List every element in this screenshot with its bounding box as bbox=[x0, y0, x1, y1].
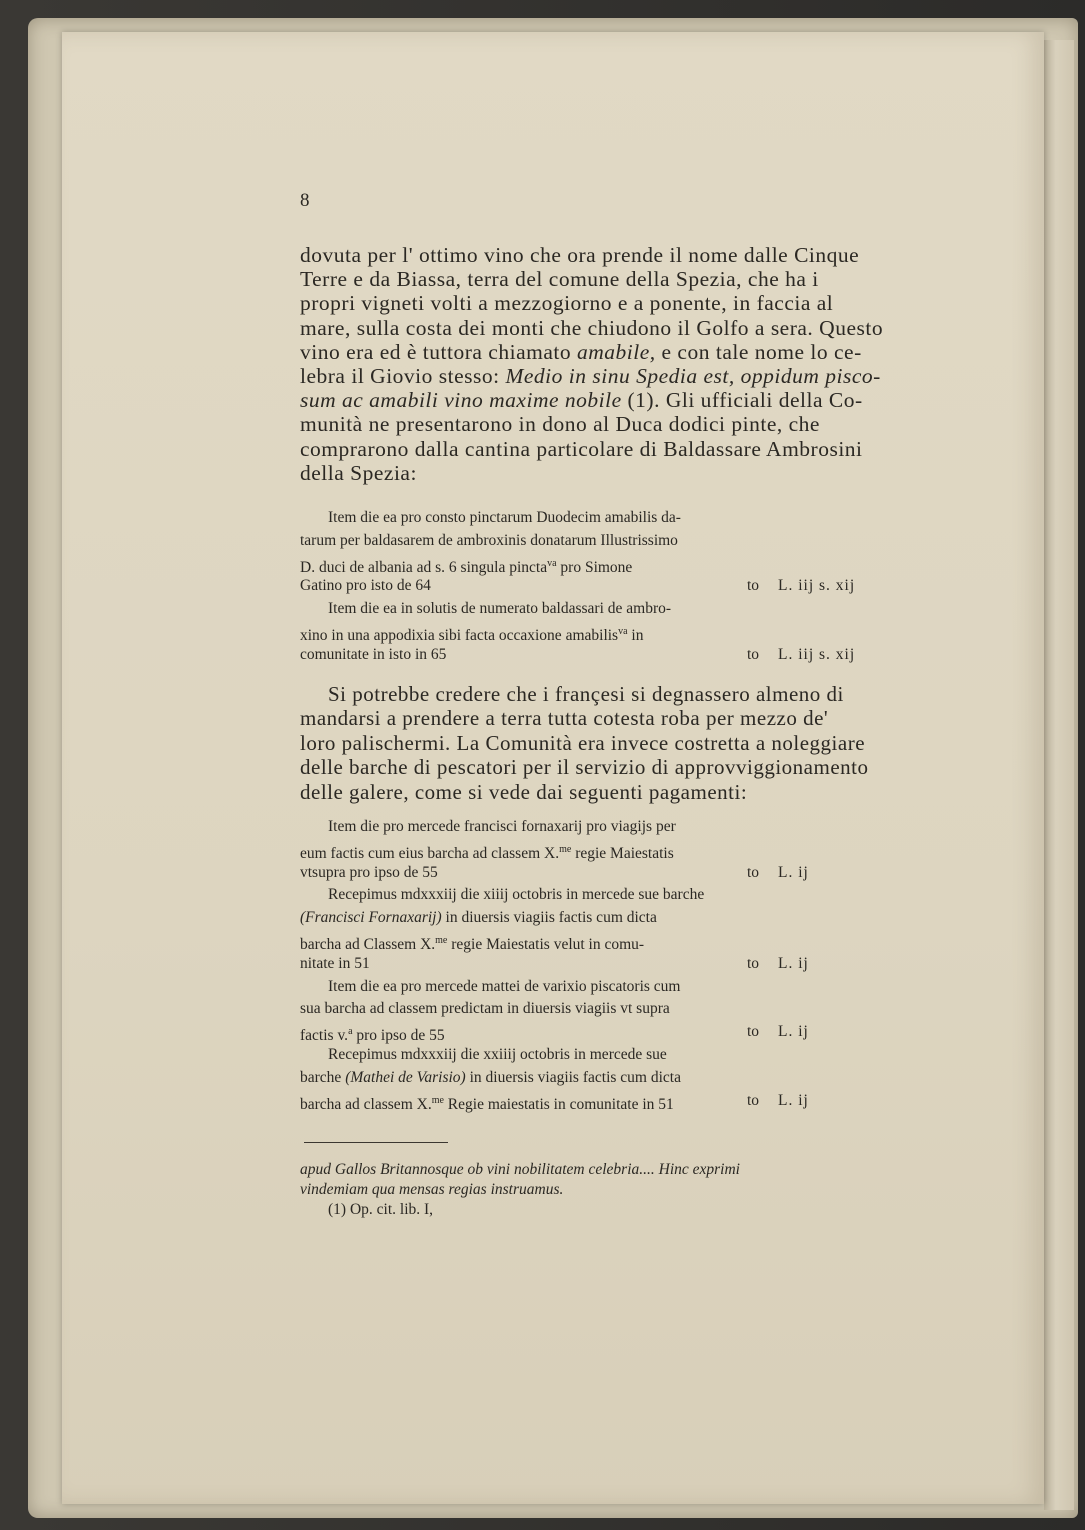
text-line: munità ne presentarono in dono al Duca dodici pinte, che bbox=[300, 412, 820, 437]
record-text-after: pro Simone bbox=[560, 558, 633, 576]
record-text bbox=[300, 598, 671, 621]
paragraph-1 bbox=[300, 243, 884, 485]
record-text-after: in diuersis viagiis factis cum dicta bbox=[469, 1068, 681, 1086]
record-superscript: va bbox=[547, 557, 557, 569]
text-line: mandarsi a prendere a terra tutta cotesta roba per mezzo de' bbox=[300, 706, 829, 731]
record-to: to bbox=[747, 1023, 760, 1041]
record-line bbox=[300, 507, 762, 530]
record-text bbox=[300, 884, 704, 907]
record-text-main: Gatino pro isto de 64 bbox=[300, 577, 431, 595]
record-text-after: Regie maiestatis in comunitate in 51 bbox=[447, 1095, 674, 1113]
text-line: delle galere, come si vede dai seguenti pagamenti: bbox=[300, 779, 748, 804]
paragraph-2 bbox=[300, 682, 878, 804]
record-text-main: D. duci de albania ad s. 6 singula pincta bbox=[300, 558, 548, 576]
text-line: dovuta per l' ottimo vino che ora prende il nome dalle Cinque bbox=[300, 243, 860, 267]
record-to: to bbox=[747, 1091, 760, 1109]
record-text-main: eum factis cum eius barcha ad classem X. bbox=[300, 844, 560, 862]
record-italic: (Mathei de Varisio) bbox=[345, 1068, 466, 1086]
record-text bbox=[300, 907, 657, 930]
record-text-main: comunitate in isto in 65 bbox=[300, 645, 447, 663]
record-line bbox=[300, 907, 762, 930]
record-text bbox=[300, 816, 676, 839]
record-amount: L. ij bbox=[778, 1091, 809, 1109]
text-line: della Spezia: bbox=[300, 460, 417, 485]
record-line bbox=[300, 553, 762, 576]
record-superscript: me bbox=[559, 843, 572, 855]
record-text-after: in bbox=[631, 626, 644, 644]
record-text bbox=[300, 862, 438, 885]
record-amount: L. iij s. xij bbox=[778, 577, 856, 595]
record-text bbox=[300, 1067, 681, 1090]
record-text-main: vtsupra pro ipso de 55 bbox=[300, 863, 438, 881]
record-line bbox=[300, 953, 809, 976]
record-line bbox=[300, 1067, 762, 1090]
record-line bbox=[300, 575, 856, 598]
next-page-edge bbox=[1044, 40, 1074, 1510]
footnote-line: vindemiam qua mensas regias instruamus. bbox=[300, 1181, 564, 1198]
record-text-main: Item die ea pro mercede mattei de varixio piscatoris cum bbox=[328, 977, 681, 995]
record-text-after: regie Maiestatis velut in comu- bbox=[451, 935, 645, 953]
page-number: 8 bbox=[300, 190, 310, 211]
record-text-main: sua barcha ad classem predictam in diuersis viagiis vt supra bbox=[300, 1000, 670, 1018]
record-italic: (Francisci Fornaxarij) bbox=[300, 909, 442, 927]
record-line bbox=[300, 930, 762, 953]
record-line bbox=[300, 1021, 809, 1045]
text-line: Terre e da Biassa, terra del comune della Spezia, che ha i bbox=[300, 267, 819, 292]
record-text-main: Recepimus mdxxxiij die xiiij octobris in mercede sue barche bbox=[328, 886, 705, 904]
record-text-main: Item die pro mercede francisci fornaxarij pro viagijs per bbox=[328, 818, 676, 835]
footnotes bbox=[300, 1160, 895, 1220]
text-line: propri vigneti volti a mezzogiorno e a ponente, in faccia al bbox=[300, 291, 834, 316]
record-amount: L. ij bbox=[778, 1023, 809, 1041]
record-text-main: nitate in 51 bbox=[300, 954, 370, 972]
record-text bbox=[300, 976, 680, 999]
record-text-main: barcha ad Classem X. bbox=[300, 935, 436, 953]
record-text bbox=[300, 644, 446, 667]
record-text-main: barche bbox=[300, 1068, 342, 1086]
text-line: comprarono dalla cantina particolare di Baldassare Ambrosini bbox=[300, 436, 863, 461]
record-to: to bbox=[747, 863, 760, 881]
record-text-main: barcha ad classem X. bbox=[300, 1095, 432, 1113]
record-text-main: Item die ea in solutis de numerato baldassari de ambro- bbox=[328, 600, 672, 618]
record-to: to bbox=[747, 954, 760, 972]
footnote-rule bbox=[304, 1142, 448, 1143]
record-text bbox=[300, 507, 681, 530]
record-amount: L. ij bbox=[778, 954, 809, 972]
record-line bbox=[300, 530, 762, 553]
record-text bbox=[300, 530, 678, 553]
record-text bbox=[300, 998, 670, 1021]
record-text-main: Item die ea pro consto pinctarum Duodecim amabilis da- bbox=[328, 509, 681, 526]
record-text bbox=[300, 575, 431, 598]
record-text-main: factis v. bbox=[300, 1027, 349, 1045]
record-text-main: Recepimus mdxxxiij die xxiiij octobris in mercede sue bbox=[328, 1045, 667, 1063]
record-superscript: me bbox=[435, 934, 448, 946]
record-superscript: me bbox=[431, 1094, 444, 1106]
text-line: mare, sulla costa dei monti che chiudono il Golfo a sera. Questo bbox=[300, 315, 884, 340]
record-text bbox=[300, 953, 370, 976]
record-text-main: tarum per baldasarem de ambroxinis donatarum Illustrissimo bbox=[300, 531, 678, 549]
record-line bbox=[300, 976, 762, 999]
text-line: loro palischermi. La Comunità era invece costretta a noleggiare bbox=[300, 730, 866, 755]
record-line bbox=[300, 1044, 762, 1067]
record-text bbox=[300, 1090, 674, 1117]
text-line: Si potrebbe credere che i françesi si degnassero almeno di bbox=[328, 682, 844, 706]
account-records-2 bbox=[300, 816, 809, 1113]
text-line: sum ac amabili vino maxime nobile (1). Gli ufficiali della Co- bbox=[300, 388, 863, 413]
record-text-main: xino in una appodixia sibi facta occaxione amabilis bbox=[300, 626, 619, 644]
record-line bbox=[300, 998, 762, 1021]
text-line: vino era ed è tuttora chiamato amabile, e con tale nome lo ce- bbox=[300, 339, 862, 364]
record-text-after: in diuersis viagiis factis cum dicta bbox=[445, 909, 657, 927]
record-line bbox=[300, 1090, 809, 1113]
record-to: to bbox=[747, 645, 760, 663]
footnote-line: (1) Op. cit. lib. I, bbox=[328, 1201, 434, 1218]
record-line bbox=[300, 862, 809, 885]
record-line bbox=[300, 884, 762, 907]
record-text bbox=[300, 1044, 667, 1067]
text-line: delle barche di pescatori per il servizio di approvviggionamento bbox=[300, 755, 869, 780]
record-text-after: pro ipso de 55 bbox=[356, 1027, 445, 1045]
record-line bbox=[300, 816, 762, 839]
record-text-after: regie Maiestatis bbox=[575, 844, 674, 862]
record-superscript: a bbox=[348, 1026, 353, 1038]
record-amount: L. iij s. xij bbox=[778, 645, 856, 663]
record-line bbox=[300, 644, 856, 667]
record-line bbox=[300, 598, 762, 621]
record-line bbox=[300, 621, 762, 644]
record-line bbox=[300, 839, 762, 862]
record-to: to bbox=[747, 577, 760, 595]
footnote-line: apud Gallos Britannosque ob vini nobilitatem celebria.... Hinc exprimi bbox=[300, 1161, 740, 1178]
account-records-1 bbox=[300, 507, 856, 667]
text-line: lebra il Giovio stesso: Medio in sinu Spedia est, oppidum pisco- bbox=[300, 364, 881, 389]
record-amount: L. ij bbox=[778, 863, 809, 881]
record-superscript: va bbox=[618, 625, 628, 637]
